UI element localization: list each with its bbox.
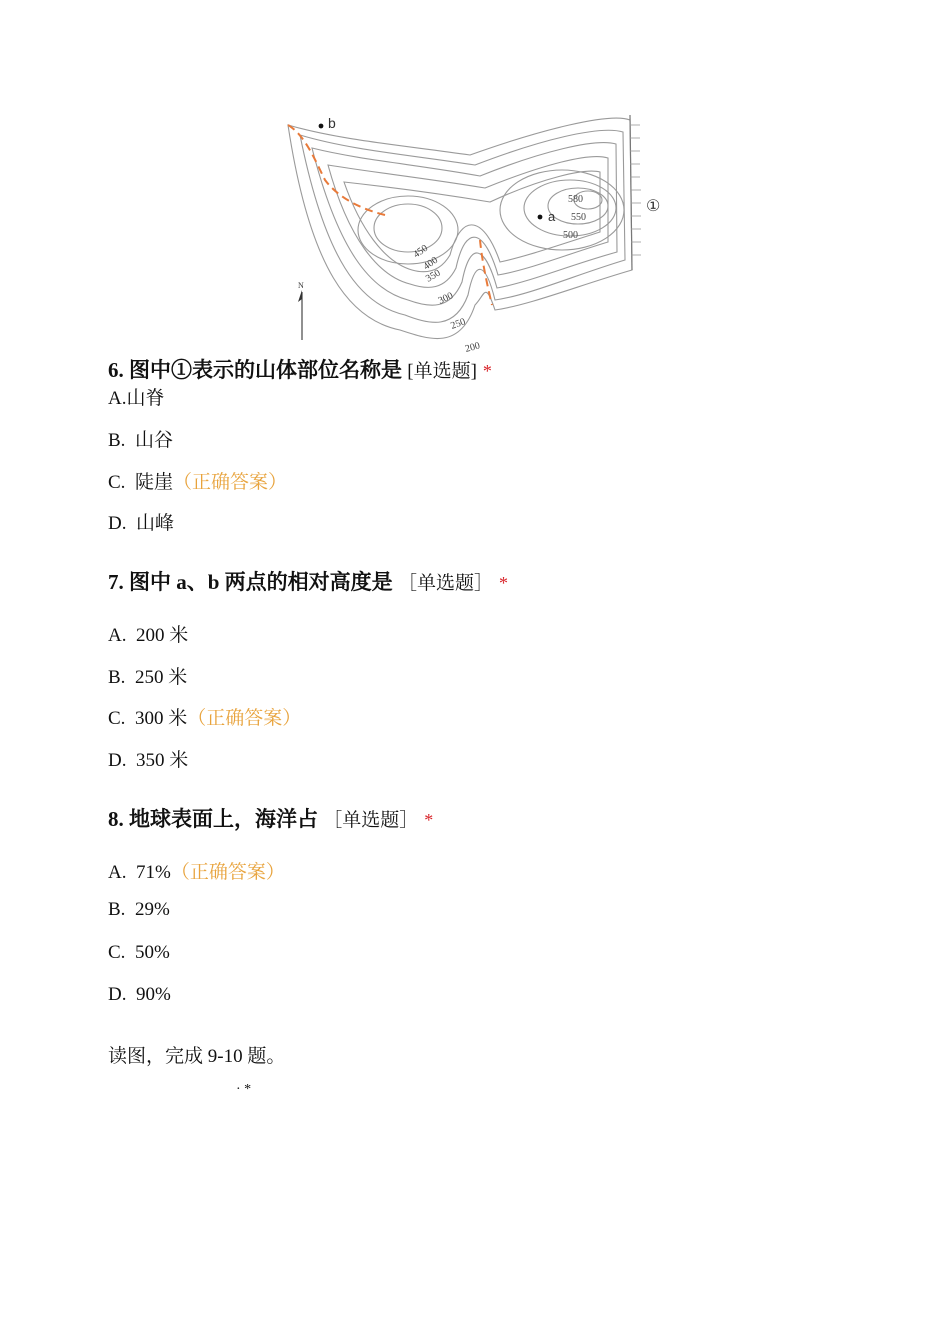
- option-text: 山脊: [126, 388, 165, 409]
- option-text: 350 米: [135, 750, 189, 771]
- question-type: [单选题]: [407, 361, 477, 382]
- north-label: N: [298, 281, 304, 290]
- contour-500-left: [374, 204, 442, 252]
- question-number: 8.: [108, 807, 124, 831]
- option-text: 71%: [135, 862, 171, 883]
- correct-answer-note: （正确答案）: [172, 472, 287, 493]
- contour-450-right: [500, 170, 624, 250]
- option-text: 50%: [134, 942, 170, 963]
- point-a-dot: [538, 215, 543, 220]
- question-6-option-b[interactable]: [108, 425, 173, 452]
- correct-answer-note: （正确答案）: [170, 862, 285, 883]
- option-text: 300 米: [134, 708, 188, 729]
- option-text: 29%: [134, 899, 170, 920]
- question-7-option-d[interactable]: [108, 745, 188, 772]
- option-letter: D.: [108, 513, 127, 534]
- question-text: 地球表面上，海洋占: [129, 807, 318, 831]
- correct-answer-note: （正确答案）: [187, 708, 302, 729]
- question-8-option-b[interactable]: [108, 899, 170, 921]
- question-8-option-c[interactable]: [108, 942, 170, 964]
- question-number: 6.: [108, 358, 124, 382]
- option-letter: D.: [108, 984, 127, 1005]
- question-8-title: [108, 803, 433, 833]
- question-6-title: [108, 354, 492, 384]
- point-b-dot: [319, 124, 324, 129]
- option-letter: B.: [108, 667, 126, 688]
- point-b-label: b: [328, 115, 336, 131]
- option-letter: B.: [108, 430, 126, 451]
- contour-map: [280, 110, 670, 355]
- question-7-title: [108, 566, 508, 596]
- option-text: 200 米: [135, 625, 189, 646]
- contour-450-left: [358, 196, 458, 264]
- question-7-option-b[interactable]: [108, 662, 187, 689]
- contour-label-350: 350: [424, 267, 443, 285]
- contour-label-580: 580: [568, 194, 583, 205]
- footnote-marker: · *: [236, 1082, 252, 1097]
- required-star: *: [482, 361, 492, 381]
- question-text: 图中 a、b 两点的相对高度是: [129, 570, 393, 594]
- option-letter: A.: [108, 862, 127, 883]
- required-star: *: [424, 810, 434, 830]
- contour-label-400: 400: [421, 254, 441, 273]
- option-letter: D.: [108, 750, 127, 771]
- contour-label-450: 450: [411, 242, 431, 261]
- question-6-option-a[interactable]: [108, 383, 165, 410]
- point-a-label: a: [548, 209, 556, 224]
- question-number: 7.: [108, 570, 124, 594]
- question-type: ［单选题］: [397, 573, 493, 594]
- option-letter: A.: [108, 625, 127, 646]
- question-6-option-c[interactable]: [108, 467, 287, 494]
- option-text: 陡崖: [134, 472, 173, 493]
- ridge-dashed-line: [288, 125, 385, 215]
- option-letter: C.: [108, 708, 126, 729]
- option-text: 90%: [135, 984, 171, 1005]
- marker-1-label: ①: [646, 198, 661, 215]
- option-text: 山峰: [135, 513, 174, 534]
- question-6-option-d[interactable]: [108, 508, 174, 535]
- option-letter: C.: [108, 942, 126, 963]
- option-letter: C.: [108, 472, 126, 493]
- option-letter: A.: [108, 388, 127, 409]
- contour-label-200: 200: [463, 340, 482, 355]
- question-text: 图中①表示的山体部位名称是: [129, 358, 402, 382]
- contour-map-figure: [280, 110, 670, 355]
- option-text: 250 米: [134, 667, 188, 688]
- contour-label-300: 300: [436, 290, 455, 307]
- question-8-option-a[interactable]: [108, 857, 285, 884]
- question-7-option-a[interactable]: [108, 620, 188, 647]
- contour-label-550: 550: [571, 212, 586, 223]
- contour-label-500: 500: [563, 230, 578, 241]
- question-8-option-d[interactable]: [108, 984, 171, 1006]
- option-letter: B.: [108, 899, 126, 920]
- required-star: *: [498, 573, 508, 593]
- contour-label-250: 250: [449, 316, 468, 332]
- question-7-option-c[interactable]: [108, 703, 301, 730]
- option-text: 山谷: [134, 430, 173, 451]
- instruction-text: 读图，完成 9-10 题。: [108, 1046, 286, 1067]
- question-type: ［单选题］: [323, 810, 419, 831]
